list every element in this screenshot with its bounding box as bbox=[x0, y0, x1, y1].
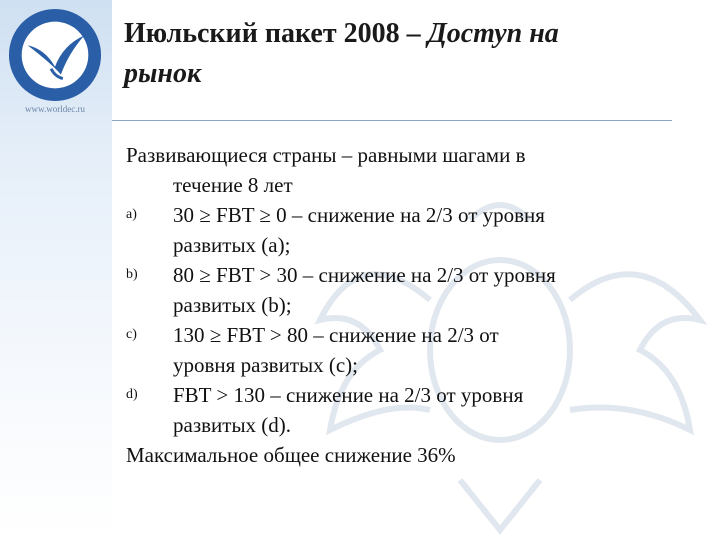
list-item-text: FBT > 130 – снижение на 2/3 от уровня bbox=[173, 383, 524, 407]
slide-title bbox=[124, 14, 684, 94]
left-sidebar-band bbox=[0, 0, 112, 540]
list-item-continuation: развитых (a); bbox=[173, 233, 291, 257]
list-marker: a) bbox=[126, 207, 137, 222]
title-italic-line1: Доступ на bbox=[427, 18, 559, 49]
slide-body bbox=[126, 140, 686, 470]
list-item-continuation: развитых (d). bbox=[173, 413, 292, 437]
title-main: Июльский пакет 2008 – bbox=[124, 18, 428, 49]
list-item-continuation: развитых (b); bbox=[173, 293, 292, 317]
intro-line2: течение 8 лет bbox=[173, 173, 293, 197]
summary-line: Максимальное общее снижение 36% bbox=[126, 443, 456, 467]
intro-line1: Развивающиеся страны – равными шагами в bbox=[126, 143, 526, 167]
list-item-text: 30 ≥ FBT ≥ 0 – снижение на 2/3 от уровня bbox=[173, 203, 545, 227]
list-marker: c) bbox=[126, 327, 137, 342]
title-italic-line2: рынок bbox=[124, 58, 202, 89]
title-divider bbox=[112, 120, 672, 121]
list-item-b bbox=[126, 260, 686, 290]
list-marker: d) bbox=[126, 387, 138, 402]
site-url: www.worldec.ru bbox=[25, 104, 85, 114]
list-item-d bbox=[126, 380, 686, 410]
list-marker: b) bbox=[126, 267, 138, 282]
list-item-text: 80 ≥ FBT > 30 – снижение на 2/3 от уровня bbox=[173, 263, 556, 287]
list-item-text: 130 ≥ FBT > 80 – снижение на 2/3 от bbox=[173, 323, 499, 347]
list-item-continuation: уровня развитых (c); bbox=[173, 353, 359, 377]
bird-logo-icon bbox=[6, 6, 104, 104]
list-item-a bbox=[126, 200, 686, 230]
list-item-c bbox=[126, 320, 686, 350]
